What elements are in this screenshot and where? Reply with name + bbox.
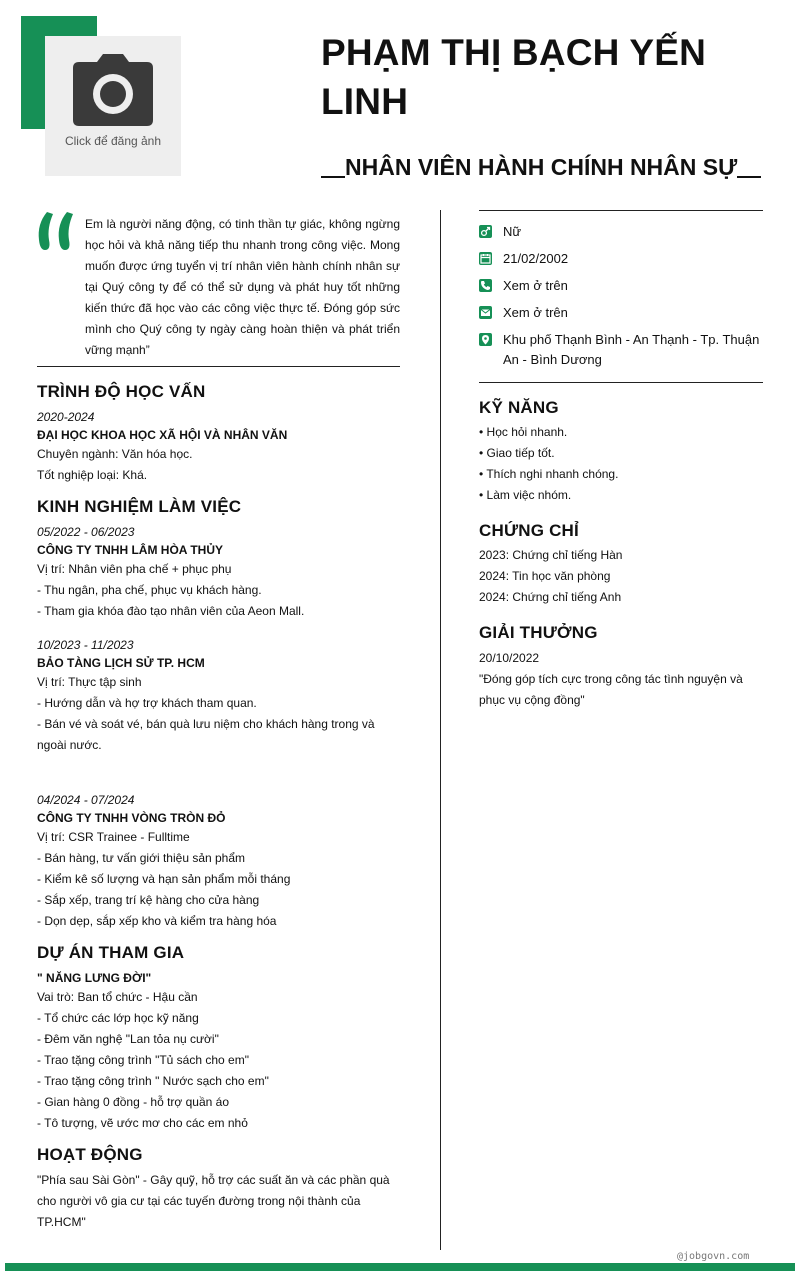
info-row-birthday [479, 249, 763, 269]
job-entry [37, 791, 400, 932]
profile-photo-upload[interactable] [45, 36, 181, 176]
email-icon [479, 306, 492, 319]
job-line: - Kiểm kê số lượng và hạn sản phẩm mỗi tháng [37, 872, 291, 886]
certificate-item: 2023: Chứng chỉ tiếng Hàn [479, 548, 623, 562]
experience-title: KINH NGHIỆM LÀM VIỆC [37, 497, 242, 516]
company-name: BẢO TÀNG LỊCH SỬ TP. HCM [37, 656, 205, 670]
skill-item: • Học hỏi nhanh. [479, 425, 568, 439]
candidate-name: PHẠM THỊ BẠCH YẾN LINH [321, 32, 707, 122]
project-line: - Gian hàng 0 đồng - hỗ trợ quần áo [37, 1095, 229, 1109]
activities-title: HOẠT ĐỘNG [37, 1145, 143, 1164]
company-name: CÔNG TY TNHH VÒNG TRÒN ĐỎ [37, 811, 226, 825]
activities-section [37, 1143, 400, 1233]
location-icon [479, 333, 492, 346]
certificates-section [479, 519, 763, 608]
personal-info [479, 211, 763, 382]
job-line: - Sắp xếp, trang trí kệ hàng cho cửa hàng [37, 893, 260, 907]
quote-icon [37, 210, 77, 254]
skill-item: • Giao tiếp tốt. [479, 446, 555, 460]
watermark: @jobgovn.com [677, 1251, 750, 1262]
info-row-address [479, 330, 763, 370]
job-title [321, 151, 761, 183]
job-period: 04/2024 - 07/2024 [37, 793, 135, 807]
skill-item: • Thích nghi nhanh chóng. [479, 467, 619, 481]
skills-title: KỸ NĂNG [479, 398, 559, 417]
job-line: - Bán hàng, tư vấn giới thiệu sản phẩm [37, 851, 246, 865]
project-line: - Trao tặng công trình " Nước sạch cho em" [37, 1074, 269, 1088]
calendar-icon [479, 252, 492, 265]
education-section [37, 380, 400, 486]
education-period: 2020-2024 [37, 410, 95, 424]
job-entry [37, 636, 400, 756]
project-line: - Tô tượng, vẽ ước mơ cho các em nhỏ [37, 1116, 248, 1130]
company-name: CÔNG TY TNHH LÂM HÒA THỦY [37, 543, 223, 557]
projects-title: DỰ ÁN THAM GIA [37, 943, 185, 962]
project-line: - Tổ chức các lớp học kỹ năng [37, 1011, 199, 1025]
gender-value: Nữ [503, 224, 522, 239]
award-text: "Đóng góp tích cực trong công tác tình nguyện và phục vụ cộng đồng" [479, 672, 743, 707]
awards-section [479, 621, 763, 711]
camera-icon [71, 54, 155, 130]
job-period: 05/2022 - 06/2023 [37, 525, 135, 539]
photo-label: Click để đăng ảnh [64, 134, 162, 148]
project-line: - Đêm văn nghệ "Lan tỏa nụ cười" [37, 1032, 219, 1046]
job-line: - Bán vé và soát vé, bán quà lưu niệm cho khách hàng trong và ngoài nước. [37, 717, 375, 752]
phone-icon [479, 279, 492, 292]
certificate-item: 2024: Chứng chỉ tiếng Anh [479, 590, 622, 604]
job-line: - Hướng dẫn và hợ trợ khách tham quan. [37, 696, 257, 710]
awards-title: GIẢI THƯỞNG [479, 623, 598, 642]
info-row-email [479, 303, 763, 323]
job-line: Vị trí: Nhân viên pha chế + phục phụ [37, 562, 232, 576]
project-name: " NĂNG LƯNG ĐỜI" [37, 971, 152, 985]
job-line: Vị trí: Thực tập sinh [37, 675, 142, 689]
info-row-gender [479, 222, 763, 242]
job-line: - Thu ngân, pha chế, phục vụ khách hàng. [37, 583, 262, 597]
skill-item: • Làm việc nhóm. [479, 488, 572, 502]
education-line: Chuyên ngành: Văn hóa học. [37, 447, 193, 461]
certificates-title: CHỨNG CHỈ [479, 521, 579, 540]
job-period: 10/2023 - 11/2023 [37, 638, 134, 652]
info-row-phone [479, 276, 763, 296]
column-divider [440, 210, 441, 1250]
phone-value: Xem ở trên [503, 278, 568, 293]
project-line: - Trao tặng công trình "Tủ sách cho em" [37, 1053, 249, 1067]
career-objective [37, 210, 400, 367]
education-title: TRÌNH ĐỘ HỌC VẤN [37, 382, 206, 401]
objective-text: Em là người năng động, có tinh thần tự giác, không ngừng học hỏi và khả năng tiếp thu nhanh trong công việc. Mong muốn được ứng tuyển vị trí nhân viên hành chính nhân sự tại Quý công ty để có thể sử dụng và phát huy tốt những kiến thức đã học vào các công việc thực tế. Đóng góp sức mình cho Quý công ty ngày càng hoàn thiện và phát triển vững mạnh” [85, 217, 400, 357]
left-column [37, 210, 400, 1233]
email-value: Xem ở trên [503, 305, 568, 320]
address-value: Khu phố Thạnh Bình - An Thạnh - Tp. Thuận An - Bình Dương [503, 332, 760, 367]
skills-section [479, 396, 763, 506]
job-line: Vị trí: CSR Trainee - Fulltime [37, 830, 190, 844]
activities-text: "Phía sau Sài Gòn" - Gây quỹ, hỗ trợ các suất ăn và các phần quà cho người vô gia cư tại các tuyến đường trong nội thành của TP.HCM" [37, 1173, 390, 1229]
job-line: - Dọn dẹp, sắp xếp kho và kiểm tra hàng hóa [37, 914, 277, 928]
projects-section [37, 941, 400, 1134]
job-title-text: NHÂN VIÊN HÀNH CHÍNH NHÂN SỰ [345, 154, 738, 180]
job-entry [37, 523, 400, 622]
certificate-item: 2024: Tin học văn phòng [479, 569, 611, 583]
title-dash-left [321, 176, 345, 178]
footer-bar [5, 1263, 795, 1271]
job-line: - Tham gia khóa đào tạo nhân viên của Aeon Mall. [37, 604, 305, 618]
birthday-value: 21/02/2002 [503, 251, 569, 266]
experience-section [37, 495, 400, 932]
project-line: Vai trò: Ban tổ chức - Hậu cần [37, 990, 198, 1004]
right-column [479, 210, 763, 711]
education-line: Tốt nghiệp loại: Khá. [37, 468, 148, 482]
award-date: 20/10/2022 [479, 651, 540, 665]
title-dash-right [737, 176, 761, 178]
divider [479, 382, 763, 383]
school-name: ĐẠI HỌC KHOA HỌC XÃ HỘI VÀ NHÂN VĂN [37, 428, 288, 442]
gender-icon [479, 225, 492, 238]
